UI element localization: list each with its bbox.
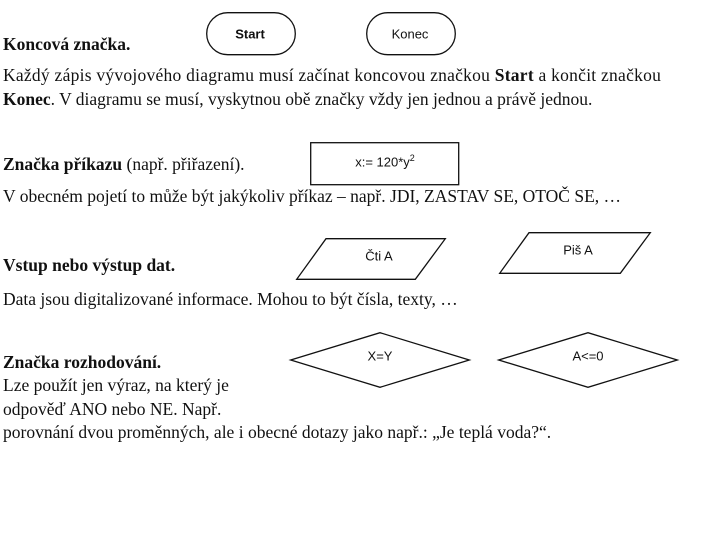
decision-description-line1: Lze použít jen výraz, na který je: [3, 375, 229, 395]
terminal-line2-rest: . V diagramu se musí, vyskytnou obě značky vždy jen jednou a právě jednou.: [50, 89, 593, 109]
output-parallelogram-label: Piš A: [563, 242, 593, 258]
io-description: Data jsou digitalizované informace. Mohou to být čísla, texty, …: [3, 289, 458, 309]
terminal-heading: Koncová značka.: [3, 34, 131, 54]
decision-description-line2: odpověď ANO nebo NE. Např.: [3, 399, 222, 419]
command-process-label: [355, 155, 415, 170]
decision-diamond-right-label: A<=0: [572, 348, 604, 364]
input-parallelogram-label: Čti A: [365, 248, 393, 264]
terminal-line1-bold: Start: [494, 65, 534, 85]
command-heading-bold: Značka příkazu: [3, 154, 123, 174]
decision-description-line3: porovnání dvou proměnných, ale i obecné dotazy jako např.: „Je teplá voda?“.: [3, 422, 552, 442]
command-description: V obecném pojetí to může být jakýkoliv příkaz – např. JDI, ZASTAV SE, OTOČ SE, …: [3, 186, 622, 206]
terminal-line1-part1: Každý zápis vývojového diagramu musí začínat koncovou značkou: [3, 65, 495, 85]
command-heading-note: (např. přiřazení).: [122, 154, 245, 174]
decision-diamond-left-label: X=Y: [367, 348, 393, 364]
start-terminal-label: Start: [235, 26, 265, 42]
terminal-description-line1: [3, 64, 661, 86]
command-expr: x:= 120*y: [355, 154, 410, 170]
terminal-line1-part2: a končit značkou: [533, 65, 662, 85]
command-expr-sup: 2: [409, 153, 415, 164]
command-heading: [3, 153, 245, 175]
terminal-description-line2: [3, 88, 592, 110]
io-heading: Vstup nebo výstup dat.: [3, 255, 176, 275]
terminal-line2-bold: Konec: [3, 89, 51, 109]
decision-heading: Značka rozhodování.: [3, 352, 162, 372]
end-terminal-label: Konec: [391, 26, 429, 42]
